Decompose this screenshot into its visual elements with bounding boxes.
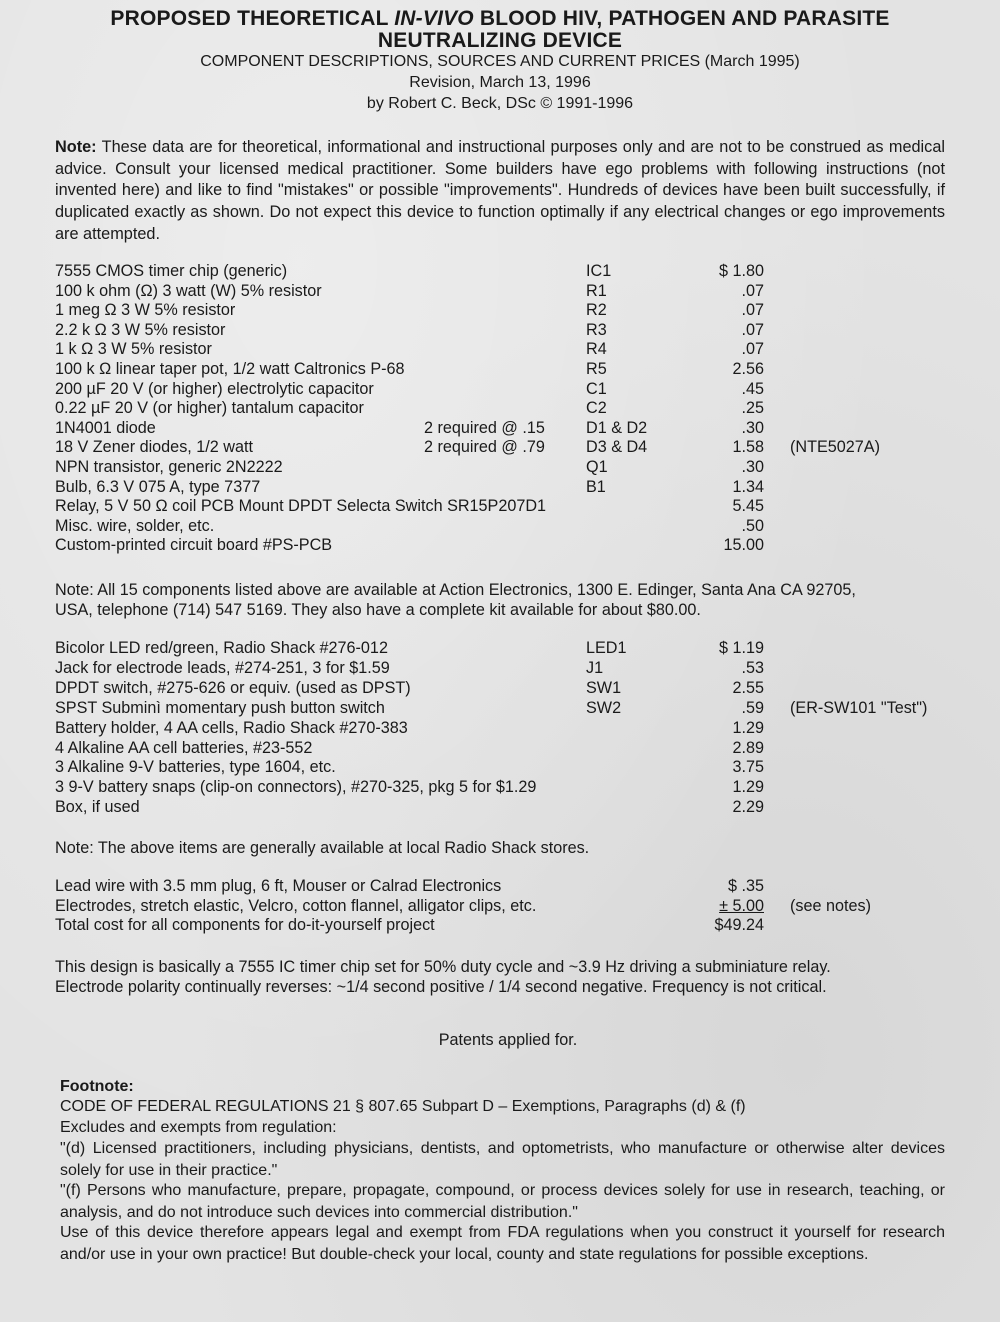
part-reference: C1 (586, 379, 607, 398)
part-description: 3 Alkaline 9-V batteries, type 1604, etc. (55, 758, 336, 777)
part-reference: IC1 (586, 262, 612, 280)
action-electronics-note-line-1: Note: All 15 components listed above are available at Action Electronics, 1300 E. Edinger, Santa Ana CA 92705, (55, 581, 856, 599)
disclaimer-text: These data are for theoretical, informational and instructional purposes only and are not to be construed as medical advice. Consult your licensed medical practitioner. Some builders have ego problems with following instructions (not invented here) and like to find "mistakes" or possible "improvements". Hundreds of devices have been built successfully, if duplicated exactly as shown. Do not expect this device to function optimally if any electrical changes or ego improvements are attempted. (55, 138, 945, 243)
part-price: $ 1.19 (718, 639, 764, 657)
part-price: .45 (741, 379, 764, 398)
part-description: 200 µF 20 V (or higher) electrolytic capacitor (55, 379, 374, 398)
footnote-conclusion: Use of this device therefore appears legal and exempt from FDA regulations when you construct it yourself for research and/or use in your own practice! But double-check your local, county and state regulations for possible exceptions. (60, 1224, 945, 1263)
part-reference: SW1 (586, 678, 622, 697)
part-price: .59 (741, 698, 764, 717)
part-reference: D1 & D2 (586, 418, 648, 437)
table-row (0, 719, 1000, 739)
part-description: 2.2 k Ω 3 W 5% resistor (55, 320, 226, 339)
title-pre: PROPOSED THEORETICAL (110, 7, 395, 30)
table-row (0, 438, 1000, 458)
table-row (0, 877, 1000, 897)
table-row (0, 380, 1000, 400)
part-reference: LED1 (586, 639, 627, 657)
part-price: 2.29 (732, 798, 764, 817)
cost-description: Total cost for all components for do-it-yourself project (55, 916, 435, 934)
table-row (0, 916, 1000, 936)
part-price: .07 (741, 320, 764, 339)
footnote-excludes: Excludes and exempts from regulation: (60, 1119, 337, 1136)
disclaimer-note (55, 137, 945, 246)
part-description: DPDT switch, #275-626 or equiv. (used as DPST) (55, 678, 411, 697)
title-line-2: NEUTRALIZING DEVICE (377, 29, 623, 52)
part-reference: J1 (586, 658, 604, 677)
design-line-2: Electrode polarity continually reverses: ~1/4 second positive / 1/4 second negative. Frequency is not critical. (55, 978, 827, 996)
part-description: Bulb, 6.3 V 075 A, type 7377 (55, 477, 261, 496)
part-note: (ER-SW101 "Test") (790, 698, 928, 717)
table-row (0, 262, 1000, 282)
part-quantity: 2 required @ .15 (424, 418, 545, 437)
part-description: Relay, 5 V 50 Ω coil PCB Mount DPDT Selecta Switch SR15P207D1 (55, 497, 547, 516)
part-price: 2.89 (732, 738, 764, 757)
part-reference: R2 (586, 301, 607, 320)
title-post: BLOOD HIV, PATHOGEN AND PARASITE (473, 7, 890, 30)
part-description: 18 V Zener diodes, 1/2 watt (55, 438, 253, 457)
table-row (0, 478, 1000, 498)
table-row (0, 301, 1000, 321)
part-price: .30 (741, 458, 764, 476)
footnote-cfr: CODE OF FEDERAL REGULATIONS 21 § 807.65 Subpart D – Exemptions, Paragraphs (d) & (f) (60, 1098, 746, 1115)
part-description: 1 meg Ω 3 W 5% resistor (55, 301, 236, 320)
part-price: $ 1.80 (718, 262, 764, 280)
part-price: 2.55 (732, 678, 764, 697)
part-description: 100 k Ω linear taper pot, 1/2 watt Caltronics P-68 (55, 360, 405, 378)
table-row (0, 659, 1000, 679)
part-price: 1.29 (732, 778, 764, 797)
part-reference: B1 (586, 477, 606, 496)
cost-description: Electrodes, stretch elastic, Velcro, cotton flannel, alligator clips, etc. (55, 896, 537, 915)
part-price: .50 (741, 516, 764, 535)
part-description: 3 9-V battery snaps (clip-on connectors), #270-325, pkg 5 for $1.29 (55, 778, 537, 797)
table-row (0, 360, 1000, 380)
cost-price: ± 5.00 (719, 896, 764, 915)
cost-description: Lead wire with 3.5 mm plug, 6 ft, Mouser or Calrad Electronics (55, 877, 502, 895)
subtitle: COMPONENT DESCRIPTIONS, SOURCES AND CURRENT PRICES (March 1995) (200, 53, 800, 70)
part-price: 1.29 (732, 718, 764, 737)
table-row (0, 778, 1000, 798)
title-in-vivo: IN-VIVO (394, 7, 474, 30)
part-description: Jack for electrode leads, #274-251, 3 for $1.59 (55, 658, 390, 677)
radio-shack-note: Note: The above items are generally available at local Radio Shack stores. (55, 839, 590, 857)
table-row (0, 758, 1000, 778)
part-reference: C2 (586, 399, 607, 418)
part-description: 7555 CMOS timer chip (generic) (55, 262, 288, 280)
revision-line: Revision, March 13, 1996 (409, 74, 591, 91)
table-row (0, 340, 1000, 360)
table-row (0, 419, 1000, 439)
part-reference: Q1 (586, 458, 608, 476)
table-row (0, 497, 1000, 517)
part-price: .07 (741, 301, 764, 320)
part-price: 3.75 (732, 758, 764, 777)
footnote-label: Footnote: (60, 1078, 134, 1095)
part-note: (NTE5027A) (790, 438, 880, 457)
part-description: 100 k ohm (Ω) 3 watt (W) 5% resistor (55, 281, 322, 300)
table-row (0, 798, 1000, 818)
part-description: 0.22 µF 20 V (or higher) tantalum capacitor (55, 399, 364, 418)
part-price: 1.34 (732, 477, 764, 496)
title-line-1 (0, 7, 1000, 31)
table-row (0, 458, 1000, 478)
table-row (0, 699, 1000, 719)
action-electronics-note-line-2: USA, telephone (714) 547 5169. They also have a complete kit available for about $80.00. (55, 601, 701, 619)
patents-note: Patents applied for. (438, 1031, 578, 1049)
part-description: NPN transistor, generic 2N2222 (55, 458, 283, 476)
table-row (0, 399, 1000, 419)
part-price: 5.45 (732, 497, 764, 516)
part-reference: R4 (586, 340, 607, 359)
part-description: Misc. wire, solder, etc. (55, 516, 215, 535)
part-description: Box, if used (55, 798, 140, 817)
cost-price: $ .35 (727, 877, 764, 895)
part-price: 1.58 (732, 438, 764, 457)
part-description: 1 k Ω 3 W 5% resistor (55, 340, 212, 359)
part-reference: R1 (586, 281, 607, 300)
footnote-paragraph-d: "(d) Licensed practitioners, including physicians, dentists, and optometrists, who manufacture or otherwise alter devices solely for use in their practice." (60, 1140, 945, 1179)
cost-price: $49.24 (714, 916, 764, 934)
table-row (0, 679, 1000, 699)
part-reference: SW2 (586, 698, 622, 717)
part-description: Custom-printed circuit board #PS-PCB (55, 536, 333, 555)
table-row (0, 739, 1000, 759)
part-reference: R5 (586, 360, 607, 378)
table-row (0, 517, 1000, 537)
part-description: 1N4001 diode (55, 418, 156, 437)
cost-note: (see notes) (790, 896, 871, 915)
part-price: .07 (741, 340, 764, 359)
part-price: .25 (741, 399, 764, 418)
disclaimer-label: Note: (55, 138, 97, 156)
author-line: by Robert C. Beck, DSc © 1991-1996 (366, 95, 634, 112)
part-price: 15.00 (723, 536, 764, 555)
part-quantity: 2 required @ .79 (424, 438, 545, 457)
part-reference: R3 (586, 320, 607, 339)
part-description: SPST Subminì momentary push button switch (55, 698, 385, 717)
part-description: Bicolor LED red/green, Radio Shack #276-012 (55, 639, 388, 657)
part-price: .30 (741, 418, 764, 437)
part-price: .53 (741, 658, 764, 677)
table-row (0, 639, 1000, 659)
table-row (0, 282, 1000, 302)
part-price: .07 (741, 281, 764, 300)
footnote-paragraph-f: "(f) Persons who manufacture, prepare, propagate, compound, or process devices solely for use in research, teaching, or analysis, and do not introduce such devices into commercial distribution." (60, 1182, 945, 1221)
table-row (0, 897, 1000, 917)
table-row (0, 536, 1000, 556)
table-row (0, 321, 1000, 341)
part-description: 4 Alkaline AA cell batteries, #23-552 (55, 738, 313, 757)
part-description: Battery holder, 4 AA cells, Radio Shack #270-383 (55, 718, 408, 737)
design-line-1: This design is basically a 7555 IC timer chip set for 50% duty cycle and ~3.9 Hz driving a subminiature relay. (55, 958, 831, 976)
part-reference: D3 & D4 (586, 438, 648, 457)
part-price: 2.56 (732, 360, 764, 378)
